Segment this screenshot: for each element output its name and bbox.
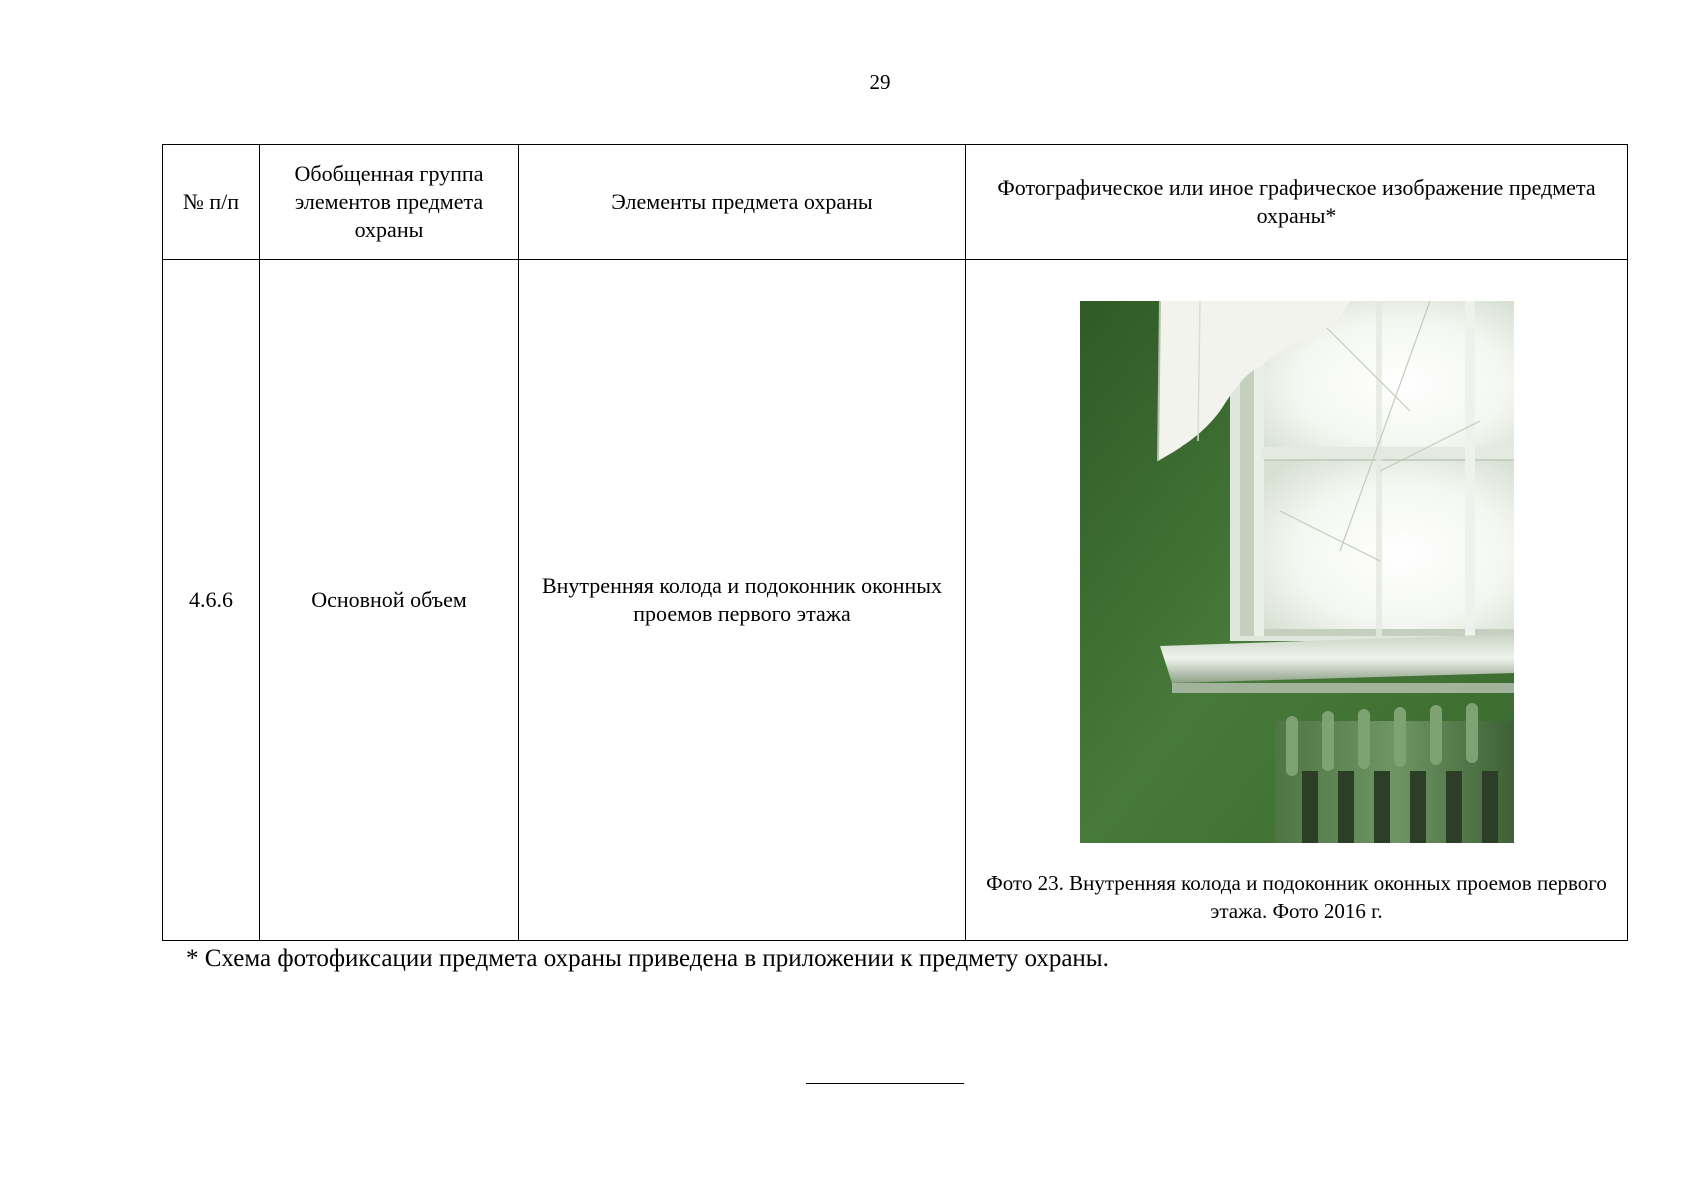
window-sill-photo xyxy=(1080,301,1514,843)
table-row xyxy=(163,260,1628,941)
table-header-row xyxy=(163,145,1628,260)
page-number: 29 xyxy=(869,70,891,94)
end-rule xyxy=(806,1083,964,1084)
header-image: Фотографическое или иное графическое изображение предмета охраны* xyxy=(966,145,1628,260)
row-photo-cell xyxy=(966,260,1628,941)
row-number: 4.6.6 xyxy=(163,260,260,941)
row-group: Основной объем xyxy=(260,260,519,941)
header-elements: Элементы предмета охраны xyxy=(519,145,966,260)
row-element: Внутренняя колода и подоконник оконных проемов первого этажа xyxy=(519,260,966,941)
footnote: * Схема фотофиксации предмета охраны приведена в приложении к предмету охраны. xyxy=(186,945,1109,972)
photo-caption: Фото 23. Внутренняя колода и подоконник оконных проемов первого этажа. Фото 2016 г. xyxy=(986,871,1607,923)
protection-table xyxy=(162,144,1628,941)
header-number: № п/п xyxy=(163,145,260,260)
header-group: Обобщенная группа элементов предмета охраны xyxy=(260,145,519,260)
